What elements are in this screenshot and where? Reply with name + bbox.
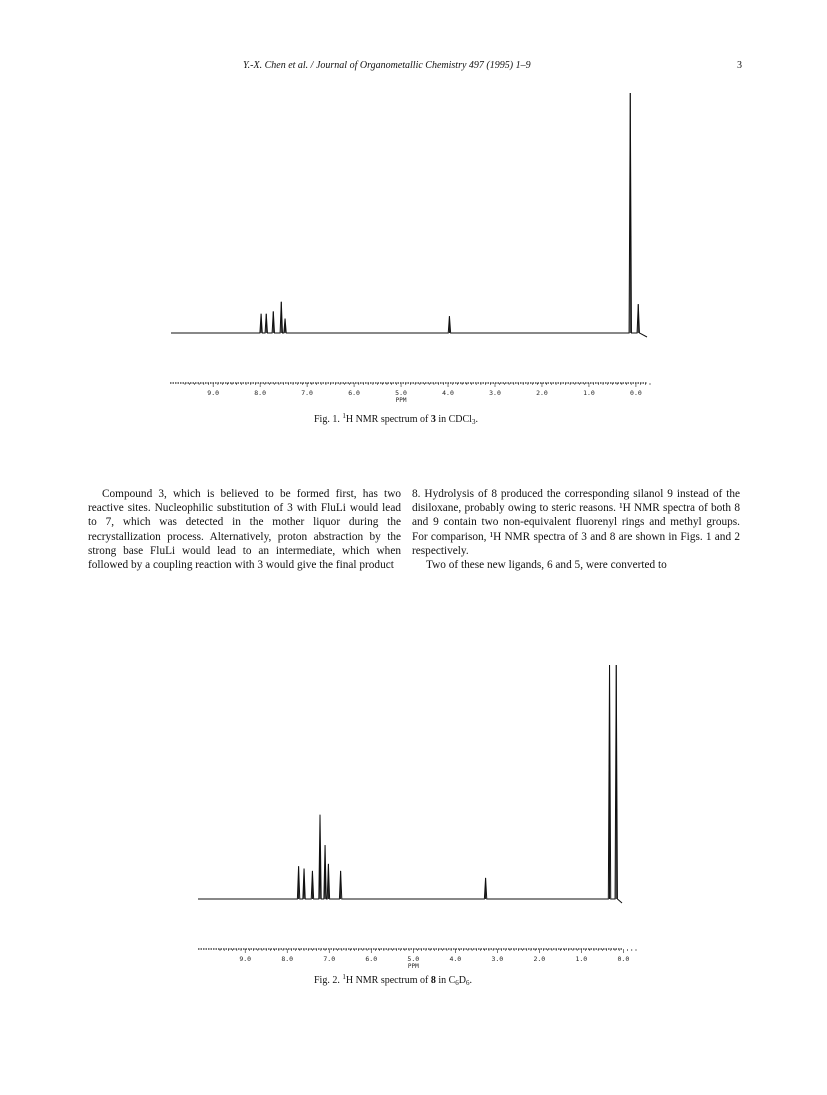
x-tick-label: 0.0: [630, 389, 642, 397]
x-tick-label: 5.0: [395, 389, 407, 397]
caption-text: H NMR spectrum of: [345, 414, 429, 425]
x-tick-label: 2.0: [533, 955, 546, 963]
x-tick-label: 6.0: [348, 389, 360, 397]
x-tick-label: 1.0: [575, 955, 588, 963]
x-tick-label: 4.0: [442, 389, 454, 397]
page-number: 3: [737, 60, 742, 71]
x-tick-label: 3.0: [489, 389, 501, 397]
caption-solvent: in C: [438, 975, 456, 986]
x-tick-label: 8.0: [254, 389, 267, 397]
caption-subscript: 6: [466, 979, 470, 987]
x-tick-label: 9.0: [239, 955, 252, 963]
nmr-spectrum-2: [0, 655, 827, 980]
x-tick-label: 7.0: [301, 389, 313, 397]
nmr-spectrum-1: [0, 85, 827, 405]
caption-compound: 3: [430, 414, 436, 425]
caption-solvent: D: [458, 975, 467, 986]
x-tick-label: 5.0: [407, 955, 420, 963]
caption-subscript: 3: [471, 418, 476, 426]
body-left-column: [88, 487, 401, 572]
figure-1-caption: [314, 414, 478, 425]
spectrum-trace: [198, 665, 622, 903]
body-paragraph: Two of these new ligands, 6 and 5, were converted to: [426, 559, 667, 572]
figure-2-caption: [314, 975, 472, 986]
caption-end: .: [469, 975, 473, 986]
caption-label: Fig. 2.: [314, 975, 340, 986]
body-right-column: [412, 487, 740, 572]
x-axis-label: PPM: [395, 397, 407, 404]
caption-superscript: 1: [342, 412, 346, 420]
x-tick-label: 7.0: [323, 955, 336, 963]
x-tick-label: 3.0: [491, 955, 504, 963]
caption-solvent: in CDCl: [438, 414, 472, 425]
x-tick-label: 2.0: [536, 389, 548, 397]
x-axis-label: PPM: [407, 963, 419, 970]
caption-compound: 8: [430, 975, 436, 986]
x-tick-label: 0.0: [617, 955, 630, 963]
caption-superscript: 1: [342, 973, 346, 981]
caption-text: H NMR spectrum of: [345, 975, 429, 986]
x-tick-label: 6.0: [365, 955, 378, 963]
running-title: Y.-X. Chen et al. / Journal of Organometallic Chemistry 497 (1995) 1–9: [243, 60, 531, 71]
x-tick-label: 9.0: [207, 389, 220, 397]
caption-end: .: [475, 414, 478, 425]
caption-label: Fig. 1.: [314, 414, 340, 425]
x-tick-label: 4.0: [449, 955, 462, 963]
caption-subscript: 6: [455, 979, 459, 987]
body-paragraph: Compound 3, which is believed to be formed first, has two reactive sites. Nucleophilic substitution of 3 with FluLi would lead to 7, which was detected in the mother liquor during the recrystallization process. Alternatively, proton abstraction by the strong base FluLi would lead to an intermediate, which when followed by a coupling reaction with 3 would give the final product: [88, 488, 401, 572]
x-tick-label: 8.0: [281, 955, 294, 963]
spectrum-trace: [171, 93, 647, 337]
x-tick-label: 1.0: [583, 389, 595, 397]
body-paragraph: 8. Hydrolysis of 8 produced the corresponding silanol 9 instead of the disiloxane, probably owing to steric reasons. ¹H NMR spectra of both 8 and 9 contain two non-equivalent fluorenyl rings and methyl groups. For comparison, ¹H NMR spectra of 3 and 8 are shown in Figs. 1 and 2 respectively.: [412, 488, 740, 557]
